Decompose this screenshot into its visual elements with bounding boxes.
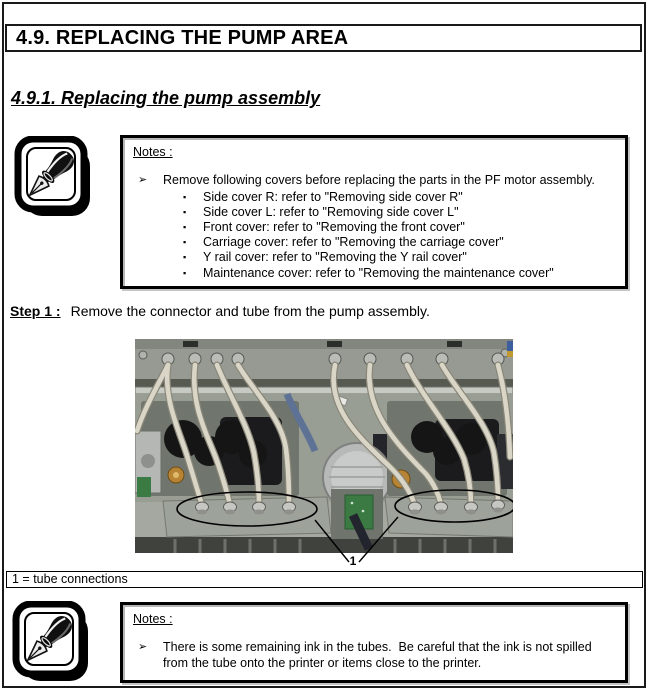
cover-bullet-list [133, 190, 615, 281]
square-bullet-icon: ▪ [183, 267, 187, 278]
fountain-pen-icon [14, 136, 96, 220]
list-item-text: Y rail cover: refer to "Removing the Y rail cover" [203, 250, 467, 265]
square-bullet-icon: ▪ [183, 237, 187, 248]
notes-box-top [120, 135, 628, 289]
list-item-text: Front cover: refer to "Removing the front cover" [203, 219, 465, 234]
step-1-label: Step 1 : [10, 303, 61, 319]
note-pen-icon [12, 601, 94, 685]
note-pen-icon [14, 136, 96, 220]
figure-caption: 1 = tube connections [12, 572, 128, 586]
fountain-pen-icon [12, 601, 94, 685]
notes-item [133, 173, 615, 189]
subsection-title: 4.9.1. Replacing the pump assembly [11, 88, 321, 108]
notes-item [133, 640, 615, 671]
square-bullet-icon: ▪ [183, 221, 187, 232]
figure-caption-box [6, 571, 643, 588]
list-item-text: Side cover L: refer to "Removing side cover L" [203, 204, 459, 219]
pump-assembly-figure [135, 339, 513, 571]
notes-label: Notes : [133, 612, 173, 626]
notes-item-text: Remove following covers before replacing the parts in the PF motor assembly. [163, 173, 595, 187]
notes-box-bottom [120, 602, 628, 683]
step-1-text: Remove the connector and tube from the pump assembly. [70, 303, 430, 319]
list-item [133, 235, 615, 250]
square-bullet-icon: ▪ [183, 191, 187, 202]
list-item-text: Carriage cover: refer to "Removing the carriage cover" [203, 235, 504, 250]
pump-assembly-photo [135, 339, 513, 571]
list-item [133, 220, 615, 235]
list-item [133, 190, 615, 205]
notes-label: Notes : [133, 145, 173, 159]
arrow-bullet-icon: ➢ [138, 174, 148, 186]
list-item-text: Side cover R: refer to "Removing side cover R" [203, 189, 463, 204]
list-item [133, 205, 615, 220]
square-bullet-icon: ▪ [183, 252, 187, 263]
square-bullet-icon: ▪ [183, 206, 187, 217]
list-item [133, 250, 615, 265]
notes-item-text: There is some remaining ink in the tubes. Be careful that the ink is not spilled from the tube onto the printer or items close to the printer. [163, 640, 596, 670]
arrow-bullet-icon: ➢ [138, 641, 148, 653]
list-item-text: Maintenance cover: refer to "Removing the maintenance cover" [203, 265, 554, 280]
section-title: 4.9. REPLACING THE PUMP AREA [16, 26, 349, 49]
list-item [133, 266, 615, 281]
callout-1-label: 1 [349, 554, 357, 568]
step-1-row [10, 303, 430, 319]
section-title-box [5, 24, 642, 52]
